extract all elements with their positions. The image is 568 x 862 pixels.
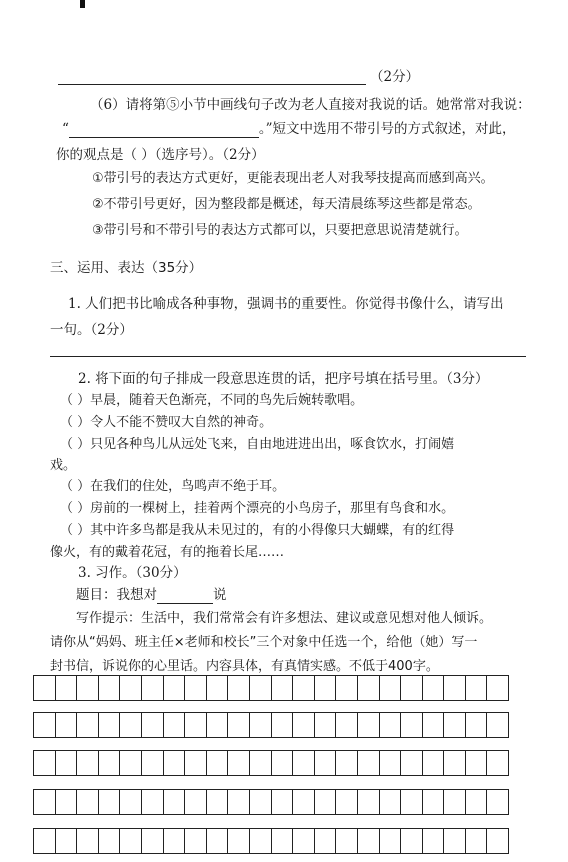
- writing-cell[interactable]: [443, 789, 466, 815]
- q2-item-1: （ ）早晨，随着天色渐亮，不同的鸟先后婉转歌唱。: [60, 393, 364, 408]
- writing-cell[interactable]: [76, 712, 99, 738]
- writing-cell[interactable]: [55, 789, 78, 815]
- writing-cell[interactable]: [98, 828, 121, 854]
- writing-cell[interactable]: [119, 675, 142, 701]
- writing-cell[interactable]: [400, 789, 423, 815]
- writing-cell[interactable]: [141, 675, 164, 701]
- writing-cell[interactable]: [422, 789, 445, 815]
- writing-cell[interactable]: [163, 712, 186, 738]
- writing-cell[interactable]: [98, 712, 121, 738]
- writing-cell[interactable]: [465, 828, 488, 854]
- writing-cell[interactable]: [400, 712, 423, 738]
- writing-cell[interactable]: [292, 712, 315, 738]
- writing-cell[interactable]: [141, 789, 164, 815]
- writing-cell[interactable]: [249, 750, 272, 776]
- writing-cell[interactable]: [33, 712, 56, 738]
- writing-cell[interactable]: [33, 789, 56, 815]
- writing-cell[interactable]: [249, 789, 272, 815]
- writing-cell[interactable]: [206, 789, 229, 815]
- q6-line1: （6）请将第⑤小节中画线句子改为老人直接对我说的话。她常常对我说：: [90, 97, 531, 113]
- writing-cell[interactable]: [163, 789, 186, 815]
- writing-cell[interactable]: [141, 828, 164, 854]
- writing-cell[interactable]: [465, 712, 488, 738]
- q2-item-2: （ ）令人不能不赞叹大自然的神奇。: [60, 415, 273, 430]
- q3-hint-1: 写作提示：生活中，我们常常会有许多想法、建议或意见想对他人倾诉。: [76, 611, 493, 626]
- writing-grid-row-1[interactable]: [33, 675, 508, 701]
- writing-cell[interactable]: [249, 828, 272, 854]
- writing-cell[interactable]: [443, 675, 466, 701]
- q6-option-3: ③带引号和不带引号的表达方式都可以，只要把意思说清楚就行。: [92, 223, 468, 238]
- writing-cell[interactable]: [271, 828, 294, 854]
- q6-option-1: ①带引号的表达方式更好，更能表现出老人对我琴技提高而感到高兴。: [92, 171, 494, 186]
- writing-cell[interactable]: [206, 712, 229, 738]
- writing-cell[interactable]: [55, 750, 78, 776]
- writing-cell[interactable]: [184, 789, 207, 815]
- topic-suffix: 说: [213, 587, 227, 603]
- q3-title: 3. 习作。（30分）: [78, 565, 187, 581]
- writing-cell[interactable]: [33, 828, 56, 854]
- writing-cell[interactable]: [486, 750, 509, 776]
- writing-cell[interactable]: [33, 675, 56, 701]
- writing-cell[interactable]: [357, 675, 380, 701]
- writing-cell[interactable]: [55, 712, 78, 738]
- q1-line2: 一句。（2分）: [50, 322, 133, 338]
- writing-cell[interactable]: [76, 789, 99, 815]
- topic-blank[interactable]: [157, 589, 213, 604]
- writing-cell[interactable]: [379, 828, 402, 854]
- writing-cell[interactable]: [33, 750, 56, 776]
- writing-cell[interactable]: [98, 750, 121, 776]
- writing-cell[interactable]: [76, 675, 99, 701]
- writing-cell[interactable]: [292, 789, 315, 815]
- writing-cell[interactable]: [163, 675, 186, 701]
- writing-cell[interactable]: [400, 828, 423, 854]
- writing-cell[interactable]: [98, 675, 121, 701]
- q2-item-6: （ ）其中许多鸟都是我从未见过的，有的小得像只大蝴蝶，有的红得: [60, 523, 455, 538]
- writing-cell[interactable]: [335, 675, 358, 701]
- quote-open: “: [62, 121, 69, 137]
- writing-cell[interactable]: [141, 712, 164, 738]
- writing-cell[interactable]: [249, 675, 272, 701]
- writing-cell[interactable]: [98, 789, 121, 815]
- writing-cell[interactable]: [206, 828, 229, 854]
- writing-cell[interactable]: [292, 828, 315, 854]
- writing-cell[interactable]: [271, 712, 294, 738]
- q6-line2-rest: 。”短文中选用不带引号的方式叙述，对此，: [258, 121, 516, 137]
- writing-cell[interactable]: [486, 789, 509, 815]
- q2-item-3-cont: 戏。: [50, 458, 77, 473]
- writing-cell[interactable]: [335, 750, 358, 776]
- writing-cell[interactable]: [271, 750, 294, 776]
- writing-cell[interactable]: [184, 750, 207, 776]
- writing-cell[interactable]: [379, 675, 402, 701]
- score-label: （2分）: [370, 69, 420, 85]
- writing-cell[interactable]: [292, 675, 315, 701]
- writing-cell[interactable]: [335, 712, 358, 738]
- writing-cell[interactable]: [443, 712, 466, 738]
- writing-cell[interactable]: [314, 828, 337, 854]
- q3-hint-2: 请你从“妈妈、班主任×老师和校长”三个对象中任选一个，给他（她）写一: [50, 635, 478, 650]
- writing-cell[interactable]: [119, 789, 142, 815]
- writing-cell[interactable]: [443, 828, 466, 854]
- writing-cell[interactable]: [486, 675, 509, 701]
- q6-line3: 你的观点是（ ）（选序号）。（2分）: [56, 147, 265, 163]
- writing-cell[interactable]: [400, 750, 423, 776]
- writing-cell[interactable]: [184, 828, 207, 854]
- writing-cell[interactable]: [76, 750, 99, 776]
- writing-cell[interactable]: [163, 750, 186, 776]
- writing-cell[interactable]: [486, 828, 509, 854]
- writing-cell[interactable]: [55, 675, 78, 701]
- writing-cell[interactable]: [184, 675, 207, 701]
- writing-cell[interactable]: [357, 828, 380, 854]
- writing-cell[interactable]: [379, 750, 402, 776]
- q3-hint-3: 封书信，诉说你的心里话。内容具体，有真情实感。不低于400字。: [50, 659, 439, 674]
- writing-cell[interactable]: [335, 828, 358, 854]
- writing-cell[interactable]: [227, 789, 250, 815]
- writing-grid-row-3[interactable]: [33, 750, 508, 776]
- writing-cell[interactable]: [422, 712, 445, 738]
- q2-item-3: （ ）只见各种鸟儿从远处飞来，自由地进进出出，啄食饮水，打闹嬉: [60, 437, 455, 452]
- writing-cell[interactable]: [227, 828, 250, 854]
- writing-cell[interactable]: [335, 789, 358, 815]
- quote-blank[interactable]: [69, 123, 259, 138]
- writing-cell[interactable]: [357, 712, 380, 738]
- q3-topic: [76, 586, 227, 604]
- q1-line1: 1. 人们把书比喻成各种事物，强调书的重要性。你觉得书像什么，请写出: [68, 296, 504, 312]
- writing-cell[interactable]: [465, 750, 488, 776]
- writing-cell[interactable]: [227, 675, 250, 701]
- writing-cell[interactable]: [486, 712, 509, 738]
- writing-cell[interactable]: [141, 750, 164, 776]
- writing-cell[interactable]: [314, 712, 337, 738]
- writing-cell[interactable]: [400, 675, 423, 701]
- writing-cell[interactable]: [314, 675, 337, 701]
- writing-cell[interactable]: [465, 789, 488, 815]
- writing-grid-row-4[interactable]: [33, 789, 508, 815]
- topic-prefix: 题目：我想对: [76, 587, 157, 603]
- writing-cell[interactable]: [465, 675, 488, 701]
- writing-cell[interactable]: [206, 675, 229, 701]
- writing-grid-row-2[interactable]: [33, 712, 508, 738]
- writing-cell[interactable]: [357, 750, 380, 776]
- writing-cell[interactable]: [119, 750, 142, 776]
- writing-cell[interactable]: [314, 750, 337, 776]
- q2-item-5: （ ）房前的一棵树上，挂着两个漂亮的小鸟房子，那里有鸟食和水。: [60, 501, 455, 516]
- writing-cell[interactable]: [422, 828, 445, 854]
- writing-cell[interactable]: [55, 828, 78, 854]
- writing-cell[interactable]: [76, 828, 99, 854]
- q2-item-4: （ ）在我们的住处，鸟鸣声不绝于耳。: [60, 479, 286, 494]
- writing-grid-row-5[interactable]: [33, 828, 508, 854]
- q1-answer-line[interactable]: [50, 356, 526, 357]
- q6-line2: [62, 120, 516, 138]
- writing-cell[interactable]: [206, 750, 229, 776]
- writing-cell[interactable]: [422, 750, 445, 776]
- writing-cell[interactable]: [443, 750, 466, 776]
- writing-cell[interactable]: [227, 750, 250, 776]
- writing-cell[interactable]: [227, 712, 250, 738]
- corner-mark: [80, 0, 85, 8]
- writing-cell[interactable]: [292, 750, 315, 776]
- writing-cell[interactable]: [271, 675, 294, 701]
- writing-cell[interactable]: [379, 712, 402, 738]
- section-title: 三、运用、表达（35分）: [50, 260, 203, 276]
- q2-item-6-cont: 像火，有的戴着花冠，有的拖着长尾……: [50, 545, 285, 560]
- writing-cell[interactable]: [119, 712, 142, 738]
- writing-cell[interactable]: [422, 675, 445, 701]
- writing-cell[interactable]: [119, 828, 142, 854]
- answer-line[interactable]: [58, 84, 366, 85]
- writing-cell[interactable]: [379, 789, 402, 815]
- writing-cell[interactable]: [271, 789, 294, 815]
- writing-cell[interactable]: [163, 828, 186, 854]
- writing-cell[interactable]: [184, 712, 207, 738]
- q6-option-2: ②不带引号更好，因为整段都是概述，每天清晨练琴这些都是常态。: [92, 197, 481, 212]
- q2-title: 2. 将下面的句子排成一段意思连贯的话，把序号填在括号里。（3分）: [78, 371, 489, 387]
- writing-cell[interactable]: [357, 789, 380, 815]
- writing-cell[interactable]: [249, 712, 272, 738]
- writing-cell[interactable]: [314, 789, 337, 815]
